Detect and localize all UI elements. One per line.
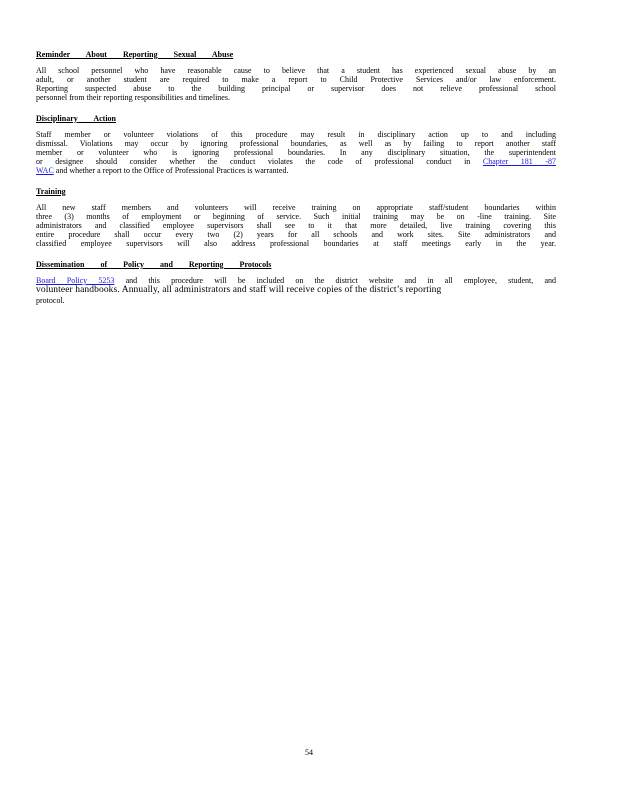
reminder-line-3: Reporting suspected abuse to the building principal or supervisor does not relieve professional school	[36, 84, 556, 93]
training-section	[36, 187, 556, 248]
disciplinary-line-3: member or volunteer who is ignoring professional boundaries. In any disciplinary situation, the superintendent	[36, 148, 556, 157]
reminder-line-1: All school personnel who have reasonable cause to believe that a student has experienced sexual abuse by an	[36, 66, 556, 75]
dissemination-line-1-text: and this procedure will be included on the district website and in all employee, student, and	[125, 276, 557, 285]
disciplinary-line-1: Staff member or volunteer violations of this procedure may result in disciplinary action up to and including	[36, 130, 556, 139]
training-line-1: All new staff members and volunteers will receive training on appropriate staff/student boundaries within	[36, 203, 556, 212]
page-number: 54	[305, 748, 313, 757]
training-heading: Training	[36, 187, 66, 196]
chapter-181-87-link[interactable]: Chapter 181 -87	[482, 157, 556, 166]
dissemination-line-2: volunteer handbooks. Annually, all administrators and staff will receive copies of the district’s reporting	[36, 285, 442, 295]
reminder-section	[36, 50, 556, 102]
disciplinary-line-2: dismissal. Violations may occur by ignoring professional boundaries, as well as by failing to report another staff	[36, 139, 556, 148]
training-line-2: three (3) months of employment or beginning of service. Such initial training may be on -line training. Site	[36, 212, 556, 221]
disciplinary-line-4	[36, 157, 556, 166]
reminder-line-4: personnel from their reporting responsibilities and timelines.	[36, 93, 230, 102]
disciplinary-line-5-text: and whether a report to the Office of Professional Practices is warranted.	[55, 166, 289, 175]
disciplinary-line-5	[36, 166, 556, 175]
dissemination-section	[36, 260, 556, 305]
dissemination-line-1	[36, 276, 556, 285]
dissemination-line-3: protocol.	[36, 296, 65, 305]
disciplinary-section	[36, 114, 556, 175]
disciplinary-heading: Disciplinary Action	[36, 114, 117, 123]
disciplinary-line-4-text: or designee should consider whether the conduct violates the code of professional conduct in	[36, 157, 471, 166]
wac-link[interactable]: WAC	[36, 166, 54, 175]
document-page	[36, 50, 556, 317]
reminder-line-2: adult, or another student are required to make a report to Child Protective Services and/or law enforcement.	[36, 75, 556, 84]
training-line-5: classified employee supervisors will also address professional boundaries at staff meetings early in the year.	[36, 239, 556, 248]
reminder-heading: Reminder About Reporting Sexual Abuse	[36, 50, 234, 59]
training-line-3: administrators and classified employee supervisors shall see to it that more detailed, live training covering this	[36, 221, 556, 230]
board-policy-5253-link[interactable]: Board Policy 5253	[36, 276, 115, 285]
training-line-4: entire procedure shall occur every two (2) years for all schools and work sites. Site administrators and	[36, 230, 556, 239]
dissemination-heading: Dissemination of Policy and Reporting Protocols	[36, 260, 272, 269]
